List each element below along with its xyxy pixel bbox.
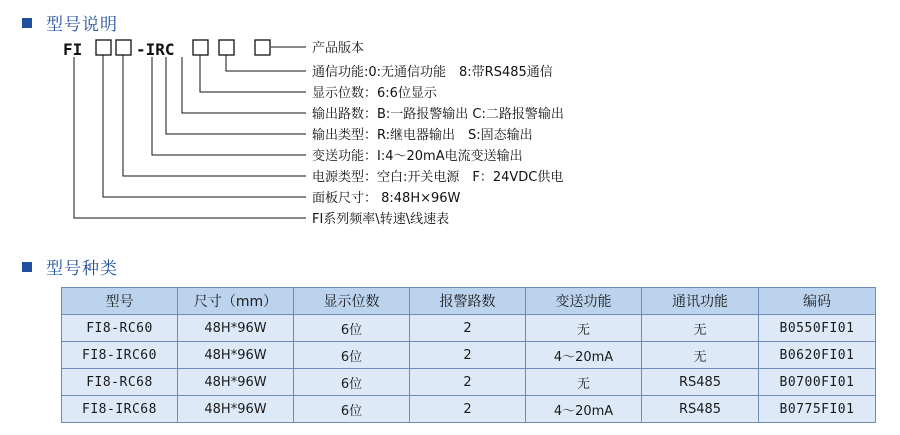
cell-size: 48H*96W (178, 369, 294, 396)
cell-display-digits: 6位 (294, 315, 410, 342)
cell-model: FI8-IRC68 (62, 396, 178, 423)
cell-code: B0775FI01 (759, 396, 876, 423)
section-bullet-square (22, 262, 32, 272)
table-row (62, 315, 876, 342)
desc-product-version: 产品版本 (312, 41, 365, 56)
desc-output-type: 输出类型：R:继电器输出 S:固态输出 (312, 128, 533, 143)
section-title: 型号说明 (46, 15, 118, 35)
cell-code: B0550FI01 (759, 315, 876, 342)
leader-output-channels (182, 57, 306, 113)
desc-transmit-function: 变送功能：I:4～20mA电流变送输出 (312, 149, 523, 164)
section-header-model-types (22, 254, 118, 279)
desc-output-channels: 输出路数：B:一路报警输出 C:二路报警输出 (312, 107, 564, 122)
cell-model: FI8-RC68 (62, 369, 178, 396)
leader-transmit (152, 57, 306, 155)
header-size: 尺寸（mm） (178, 288, 294, 315)
leader-series (74, 57, 306, 218)
model-code-middle: -IRC (136, 40, 175, 59)
header-display-digits: 显示位数 (294, 288, 410, 315)
cell-display-digits: 6位 (294, 342, 410, 369)
leader-display-digits (200, 55, 306, 92)
model-code-prefix: FI (63, 40, 83, 59)
header-transmit: 变送功能 (526, 288, 642, 315)
cell-code: B0700FI01 (759, 369, 876, 396)
code-slot-power-type (116, 40, 131, 55)
table-row (62, 369, 876, 396)
desc-series-name: FI系列频率\转速\线速表 (312, 212, 450, 227)
desc-display-digits: 显示位数：6:6位显示 (312, 86, 437, 101)
leader-output-type (166, 57, 306, 134)
cell-model: FI8-RC60 (62, 315, 178, 342)
code-slot-panel-size (96, 40, 111, 55)
desc-communication: 通信功能:0:无通信功能 8:带RS485通信 (312, 65, 553, 80)
desc-power-type: 电源类型：空白:开关电源 F：24VDC供电 (312, 170, 564, 185)
table-row (62, 342, 876, 369)
cell-communication: RS485 (642, 396, 759, 423)
section-title: 型号种类 (46, 259, 118, 279)
cell-transmit: 4～20mA (526, 342, 642, 369)
header-model: 型号 (62, 288, 178, 315)
table-header-row (62, 288, 876, 315)
header-communication: 通讯功能 (642, 288, 759, 315)
cell-code: B0620FI01 (759, 342, 876, 369)
cell-alarm-channels: 2 (410, 315, 526, 342)
header-code: 编码 (759, 288, 876, 315)
cell-alarm-channels: 2 (410, 342, 526, 369)
cell-size: 48H*96W (178, 342, 294, 369)
table-row (62, 396, 876, 423)
cell-communication: 无 (642, 342, 759, 369)
header-alarm-channels: 报警路数 (410, 288, 526, 315)
cell-transmit: 无 (526, 315, 642, 342)
cell-display-digits: 6位 (294, 369, 410, 396)
cell-communication: 无 (642, 315, 759, 342)
code-slot-communication (219, 40, 234, 55)
cell-alarm-channels: 2 (410, 396, 526, 423)
model-types-table (61, 287, 876, 423)
desc-panel-size: 面板尺寸： 8:48H×96W (312, 191, 461, 206)
leader-communication (226, 55, 306, 71)
leader-lines (74, 47, 306, 218)
code-slot-display-digits (193, 40, 208, 55)
cell-model: FI8-IRC60 (62, 342, 178, 369)
cell-communication: RS485 (642, 369, 759, 396)
cell-display-digits: 6位 (294, 396, 410, 423)
cell-transmit: 4～20mA (526, 396, 642, 423)
cell-size: 48H*96W (178, 396, 294, 423)
leader-power-type (123, 55, 306, 176)
cell-size: 48H*96W (178, 315, 294, 342)
cell-alarm-channels: 2 (410, 369, 526, 396)
code-slot-version (255, 40, 270, 55)
cell-transmit: 无 (526, 369, 642, 396)
